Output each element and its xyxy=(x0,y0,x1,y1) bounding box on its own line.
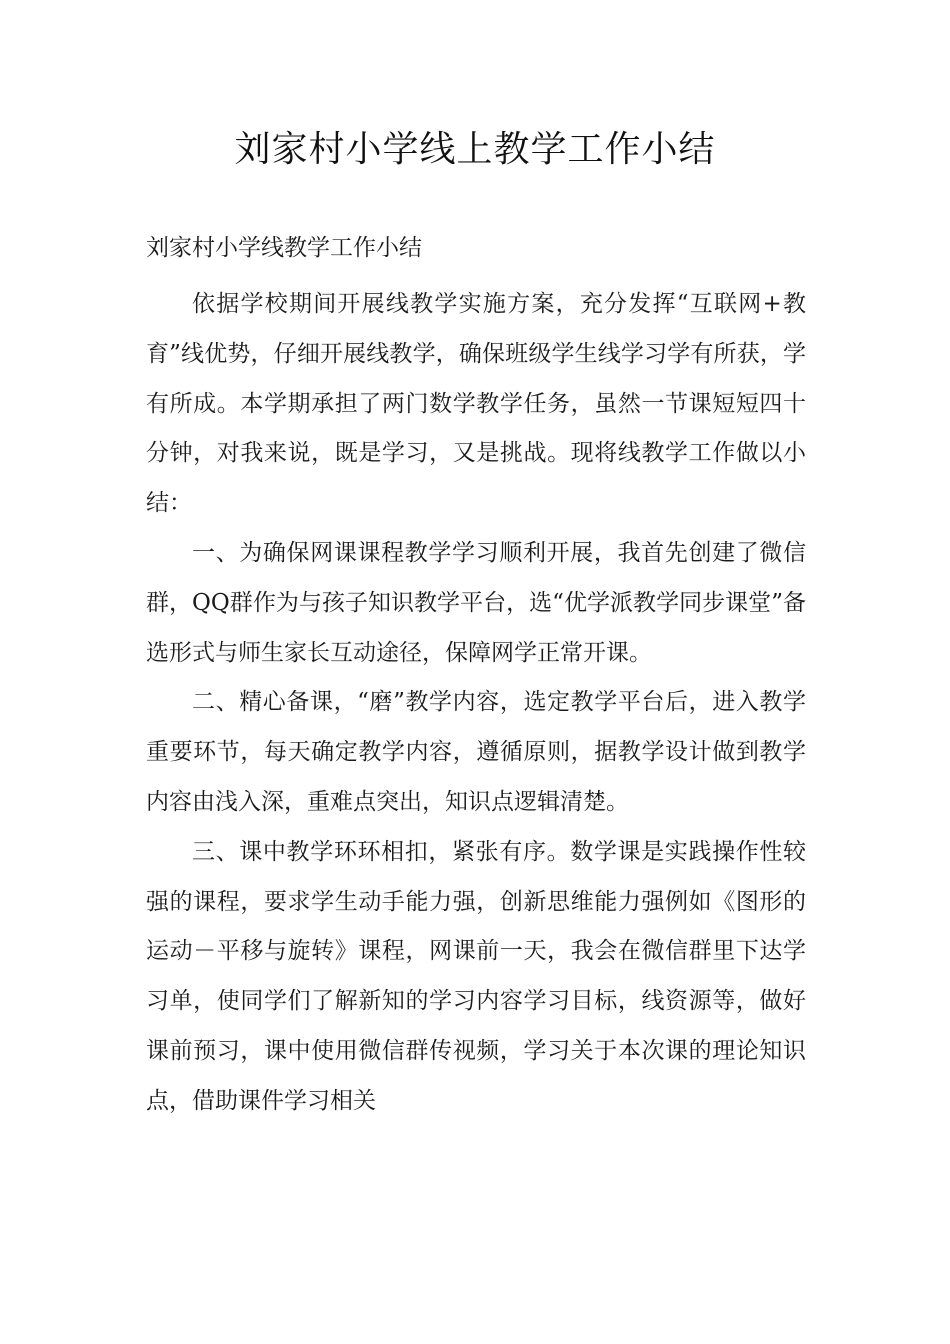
paragraph-section-2: 二、精心备课，“磨”教学内容，选定教学平台后，进入教学重要环节，每天确定教学内容，遵循原则，据教学设计做到教学内容由浅入深，重难点突出，知识点逻辑清楚。 xyxy=(146,689,806,815)
paragraph-section-3: 三、课中教学环环相扣，紧张有序。数学课是实践操作性较强的课程，要求学生动手能力强，创新思维能力强例如《图形的运动－平移与旋转》课程，网课前一天，我会在微信群里下达学习单，使同学们了解新知的学习内容学习目标，线资源等，做好课前预习，课中使用微信群传视频，学习关于本次课的理论知识点，借助课件学习相关 xyxy=(146,838,806,1114)
paragraph-section-1: 一、为确保网课课程教学学习顺利开展，我首先创建了微信群，QQ群作为与孩子知识教学平台，选“优学派教学同步课堂”备选形式与师生家长互动途径，保障网学正常开课。 xyxy=(146,539,806,666)
paragraph-intro: 依据学校期间开展线教学实施方案，充分发挥“互联网+教育”线优势，仔细开展线教学，确保班级学生线学习学有所获，学有所成。本学期承担了两门数学教学任务，虽然一节课短短四十分钟，对我来说，既是学习，又是挑战。现将线教学工作做以小结： xyxy=(146,291,806,517)
document-subtitle: 刘家村小学线教学工作小结 xyxy=(146,235,422,261)
document-body xyxy=(146,280,806,1127)
document-title: 刘家村小学线上教学工作小结 xyxy=(234,129,716,170)
